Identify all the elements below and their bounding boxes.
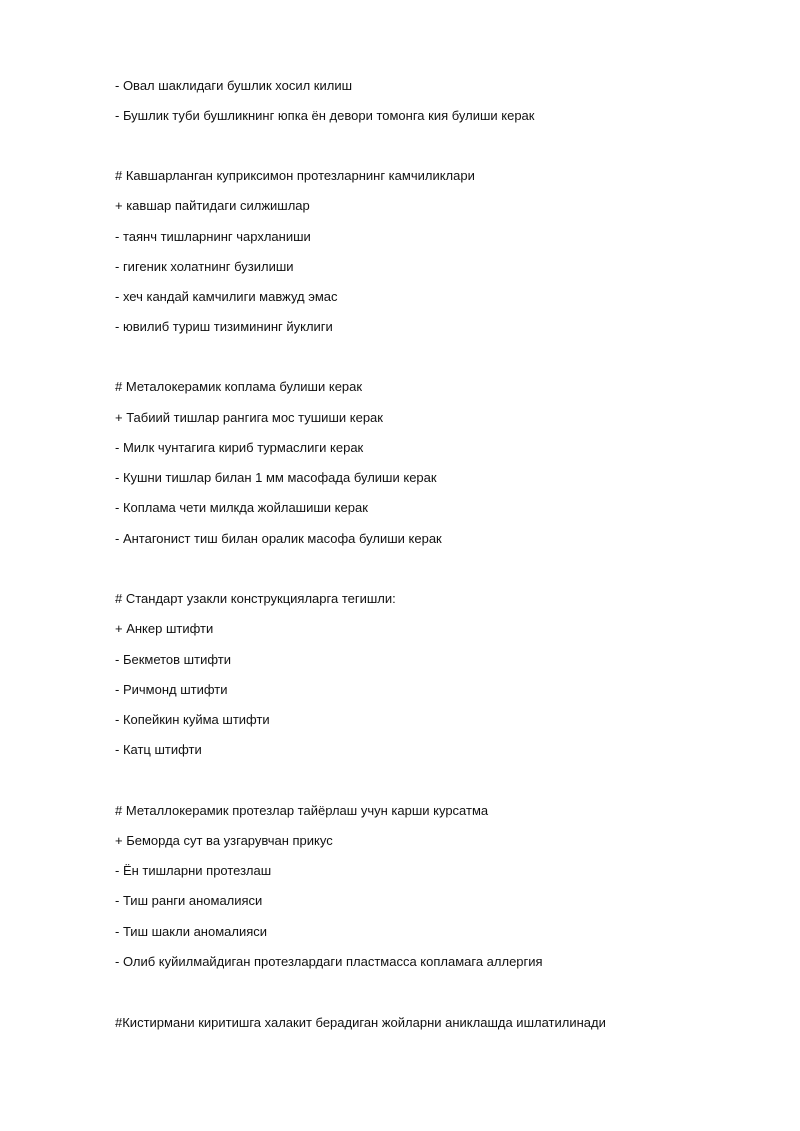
answer-option: - Копейкин куйма штифти [115,712,270,727]
question-heading: # Металокерамик коплама булиши керак [115,379,363,394]
question-heading: # Кавшарланган куприксимон протезларнинг камчиликлари [115,168,475,183]
answer-option: - Кушни тишлар билан 1 мм масофада булиши керак [115,470,437,485]
answer-option: - Бекметов штифти [115,652,231,667]
answer-option: - Катц штифти [115,742,202,757]
answer-option: - Олиб куйилмайдиган протезлардаги пластмасса копламага аллергия [115,954,543,969]
question-heading: # Металлокерамик протезлар тайёрлаш учун карши курсатма [115,803,489,818]
correct-answer: + Табиий тишлар рангига мос тушиши керак [115,410,383,425]
correct-answer: + Беморда сут ва узгарувчан прикус [115,833,333,848]
answer-option: - Коплама чети милкда жойлашиши керак [115,500,368,515]
answer-option: - таянч тишларнинг чархланиши [115,229,311,244]
answer-option: - хеч кандай камчилиги мавжуд эмас [115,289,338,304]
question-heading: # Стандарт узакли конструкцияларга тегишли: [115,591,396,606]
answer-option: - Ён тишларни протезлаш [115,863,272,878]
answer-option: - Тиш шакли аномалияси [115,924,268,939]
answer-option: - гигеник холатнинг бузилиши [115,259,294,274]
answer-option: - Тиш ранги аномалияси [115,893,263,908]
answer-option: - Ричмонд штифти [115,682,228,697]
correct-answer: + Анкер штифти [115,621,214,636]
answer-option: - Антагонист тиш билан оралик масофа булиши керак [115,531,442,546]
answer-option: - ювилиб туриш тизимининг йуклиги [115,319,333,334]
answer-option: - Бушлик туби бушликнинг юпка ён девори томонга кия булиши керак [115,108,535,123]
answer-option: - Милк чунтагига кириб турмаслиги керак [115,440,364,455]
question-heading: #Кистирмани киритишга халакит берадиган жойларни аниклашда ишлатилинади [115,1015,606,1030]
answer-option: - Овал шаклидаги бушлик хосил килиш [115,78,353,93]
correct-answer: + кавшар пайтидаги силжишлар [115,198,310,213]
